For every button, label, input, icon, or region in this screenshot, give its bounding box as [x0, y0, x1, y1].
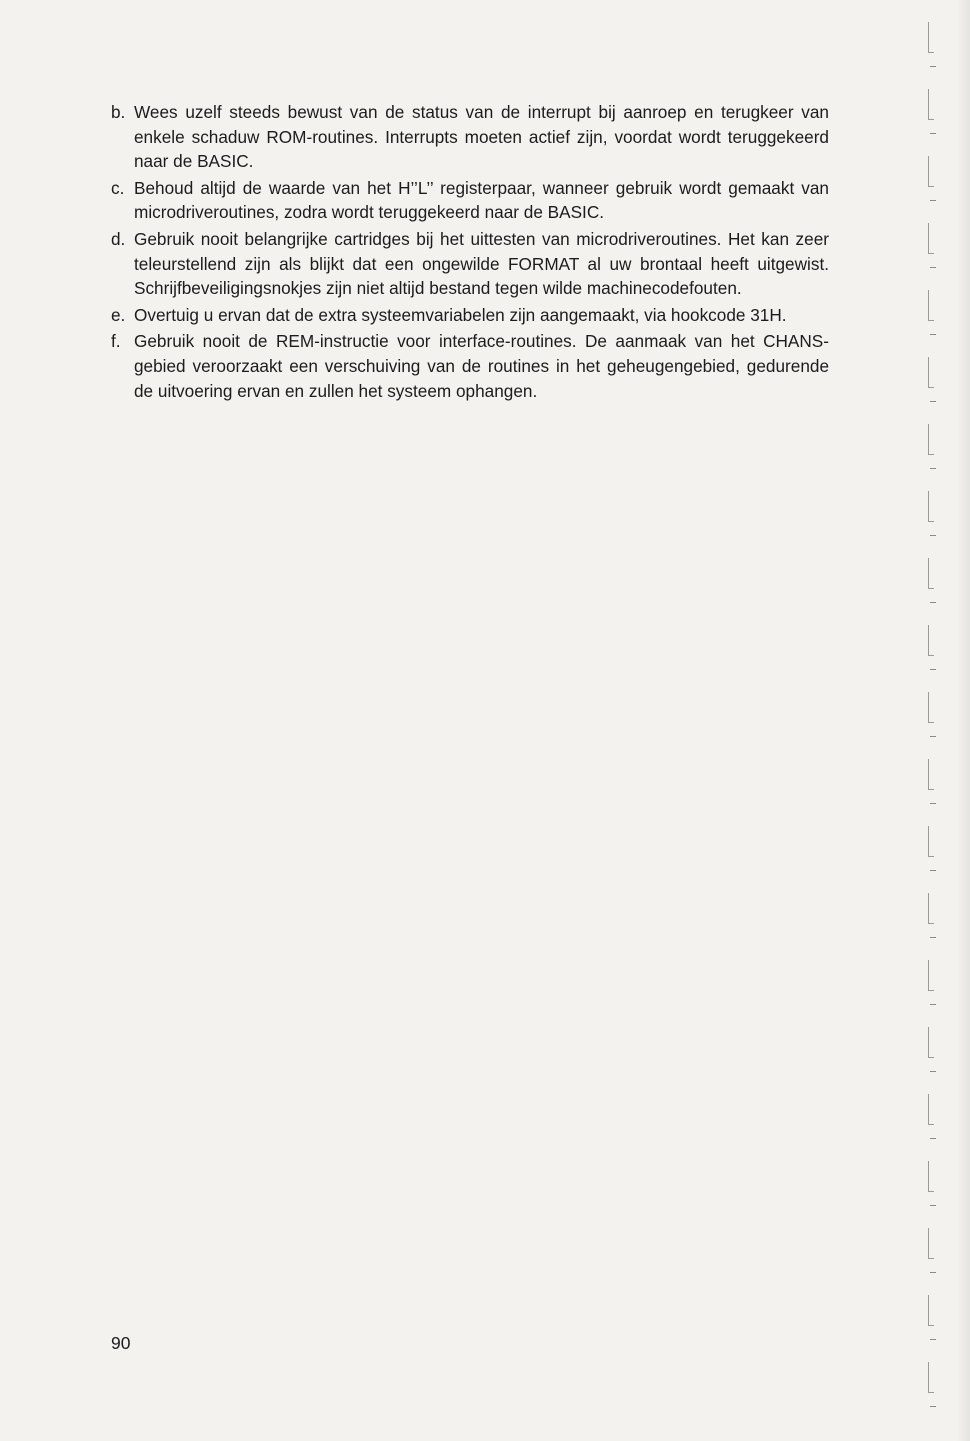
- list-item-e: [111, 303, 829, 328]
- binder-mark: [928, 558, 934, 589]
- binder-mark: [928, 826, 934, 857]
- list-item-text: Gebruik nooit de REM-instructie voor interface-routines. De aanmaak van het CHANS-gebied veroorzaakt een verschuiving van de routines in het geheugengebied, gedurende de uitvoering ervan en zullen het systeem ophangen.: [134, 331, 829, 401]
- list-item-text: Overtuig u ervan dat de extra systeemvariabelen zijn aangemaakt, via hookcode 31H.: [134, 304, 787, 325]
- binder-mark: [928, 357, 934, 388]
- binder-tick: [930, 1071, 936, 1072]
- binder-mark: [928, 491, 934, 522]
- binder-tick: [930, 937, 936, 938]
- binder-mark: [928, 424, 934, 455]
- page-edge-shadow: [956, 0, 970, 1441]
- binder-tick: [930, 401, 936, 402]
- binder-mark: [928, 759, 934, 790]
- list-marker: b.: [111, 102, 126, 122]
- binder-mark: [928, 625, 934, 656]
- binder-tick: [930, 200, 936, 201]
- remarks-list: [111, 100, 829, 405]
- binder-tick: [930, 870, 936, 871]
- list-item-text: Behoud altijd de waarde van het H’’L’’ registerpaar, wanneer gebruik wordt gemaakt van microdriveroutines, zodra wordt teruggekeerd naar de BASIC.: [134, 177, 829, 223]
- list-item-c: [111, 176, 829, 225]
- binder-tick: [930, 1138, 936, 1139]
- list-marker: c.: [111, 177, 125, 198]
- list-marker: f.: [111, 331, 121, 352]
- binder-tick: [930, 468, 936, 469]
- binder-tick: [930, 736, 936, 737]
- binder-tick: [930, 1339, 936, 1340]
- binder-tick: [930, 267, 936, 268]
- binder-tick: [930, 602, 936, 603]
- binder-mark: [928, 1094, 934, 1125]
- binder-mark: [928, 1027, 934, 1058]
- binder-edge: [924, 0, 944, 1441]
- binder-tick: [930, 1272, 936, 1273]
- list-item-text: Wees uzelf steeds bewust van de status van de interrupt bij aanroep en terugkeer van enkele schaduw ROM-routines. Interrupts moeten actief zijn, voordat wordt teruggekeerd naar de BASIC.: [134, 102, 829, 172]
- binder-mark: [928, 1295, 934, 1326]
- binder-mark: [928, 290, 934, 321]
- binder-tick: [930, 535, 936, 536]
- binder-mark: [928, 960, 934, 991]
- list-item-d: [111, 227, 829, 301]
- binder-tick: [930, 1004, 936, 1005]
- list-item-text: Gebruik nooit belangrijke cartridges bij het uittesten van microdriveroutines. Het kan zeer teleurstellend zijn als blijkt dat een ongewilde FORMAT al uw brontaal heeft uitgewist. Schrijfbeveiligingsnokjes zijn niet altijd bestand tegen wilde machinecodefouten.: [134, 228, 829, 299]
- binder-mark: [928, 156, 934, 187]
- binder-tick: [930, 1205, 936, 1206]
- list-item-b: [111, 100, 829, 174]
- binder-tick: [930, 66, 936, 67]
- binder-mark: [928, 1161, 934, 1192]
- binder-mark: [928, 1362, 934, 1393]
- binder-tick: [930, 803, 936, 804]
- binder-mark: [928, 22, 934, 53]
- binder-mark: [928, 893, 934, 924]
- binder-mark: [928, 692, 934, 723]
- list-marker: d.: [111, 228, 126, 249]
- binder-mark: [928, 223, 934, 254]
- binder-tick: [930, 133, 936, 134]
- page-number: 90: [111, 1333, 131, 1353]
- binder-mark: [928, 1228, 934, 1259]
- list-marker: e.: [111, 304, 126, 325]
- binder-tick: [930, 669, 936, 670]
- list-item-f: [111, 329, 829, 403]
- binder-tick: [930, 1406, 936, 1407]
- binder-tick: [930, 334, 936, 335]
- binder-mark: [928, 89, 934, 120]
